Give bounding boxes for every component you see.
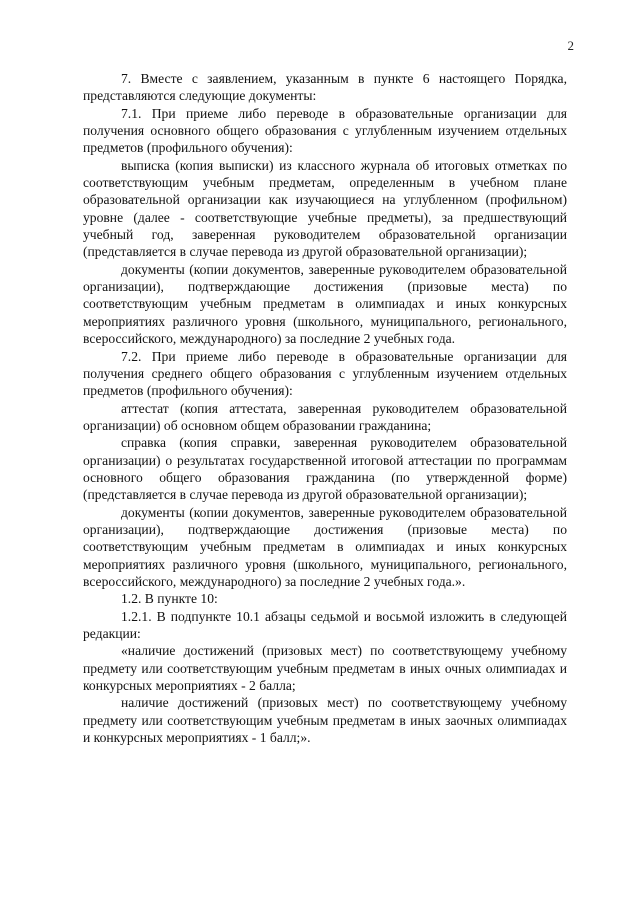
paragraph-7-2-certificate: аттестат (копия аттестата, заверенная руководителем образовательной организации) об основном общем образовании гражданина;	[83, 400, 567, 433]
paragraph-1-2-1: 1.2.1. В подпункте 10.1 абзацы седьмой и восьмой изложить в следующей редакции:	[83, 608, 567, 641]
paragraph-7-1-extract: выписка (копия выписки) из классного журнала об итоговых отметках по соответствующим учебным предметам, определенным в учебном плане образовательной организации как изучающиеся на углубленном (профильном) уровне (далее - соответствующие учебные предметы), за предшествующий учебный год, заверенная руководителем образовательной организации (представляется в случае перевода из другой образовательной организации);	[83, 157, 567, 260]
paragraph-1-2: 1.2. В пункте 10:	[121, 591, 218, 607]
paragraph-7-2: 7.2. При приеме либо переводе в образовательные организации для получения среднего общего образования с углубленным изучением отдельных предметов (профильного обучения):	[83, 348, 567, 399]
paragraph-7: 7. Вместе с заявлением, указанным в пункте 6 настоящего Порядка, представляются следующие документы:	[83, 71, 567, 104]
document-body	[83, 70, 567, 746]
paragraph-7-2-documents: документы (копии документов, заверенные руководителем образовательной организации), подтверждающие достижения (призовые места) по соответствующим учебным предметам в олимпиадах и иных конкурсных мероприятиях различного уровня (школьного, муниципального, регионального, всероссийского, международного) за последние 2 учебных года.».	[83, 504, 567, 589]
paragraph-7-1-documents: документы (копии документов, заверенные руководителем образовательной организации), подтверждающие достижения (призовые места) по соответствующим учебным предметам в олимпиадах и иных конкурсных мероприятиях различного уровня (школьного, муниципального, регионального, всероссийского, международного) за последние 2 учебных года.	[83, 261, 567, 347]
paragraph-7-2-reference: справка (копия справки, заверенная руководителем образовательной организации) о результатах государственной итоговой аттестации по программам основного общего образования гражданина (по утвержденной форме) (представляется в случае перевода из другой образовательной организации);	[83, 435, 567, 503]
paragraph-7-1: 7.1. При приеме либо переводе в образовательные организации для получения основного общего образования с углубленным изучением отдельных предметов (профильного обучения):	[83, 105, 567, 156]
paragraph-quote-1-point: наличие достижений (призовых мест) по соответствующему учебному предмету или соответствующим учебным предметам в иных заочных олимпиадах и конкурсных мероприятиях - 1 балл;».	[83, 695, 567, 746]
page-number: 2	[567, 38, 574, 53]
paragraph-quote-2-points: «наличие достижений (призовых мест) по соответствующему учебному предмету или соответствующим учебным предметам в иных очных олимпиадах и конкурсных мероприятиях - 2 балла;	[83, 643, 567, 694]
